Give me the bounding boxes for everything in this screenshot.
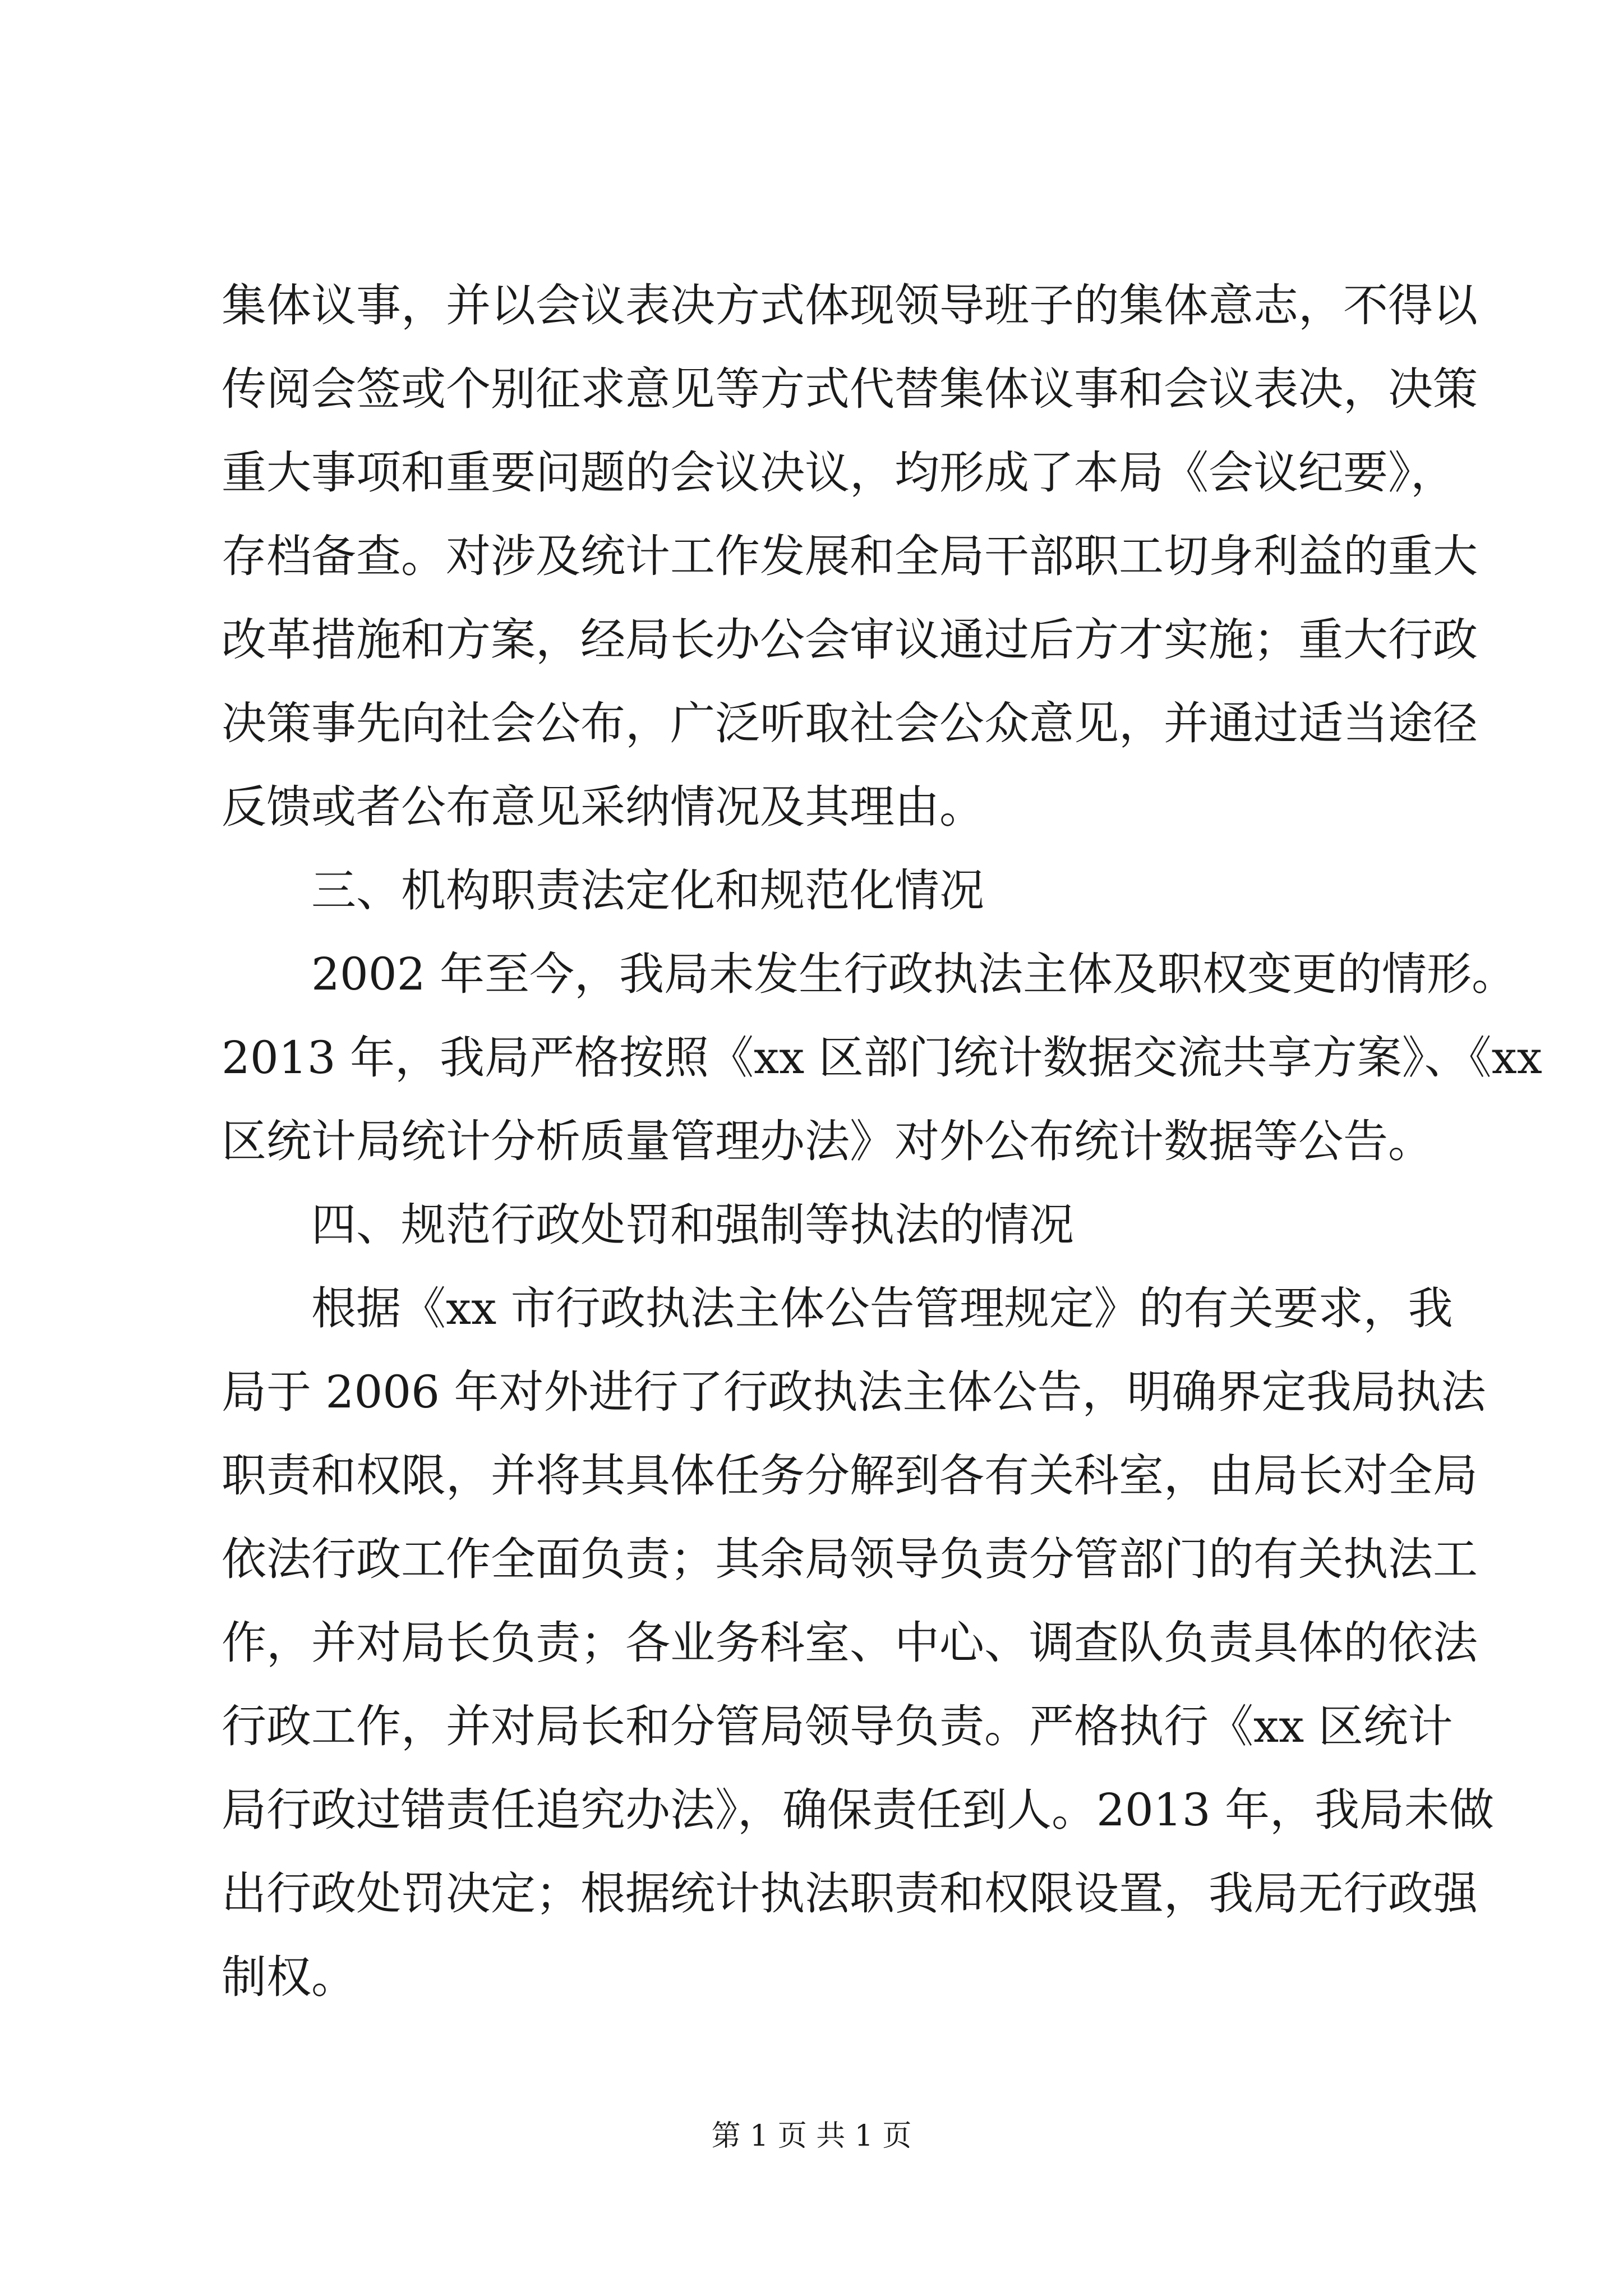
- text-line: 区统计局统计分析质量管理办法》对外公布统计数据等公告。: [222, 1115, 1433, 1167]
- text-line: 局行政过错责任追究办法》，确保责任到人。2013 年，我局未做: [222, 1784, 1495, 1836]
- text-line: 根据《xx 市行政执法主体公告管理规定》的有关要求，我: [311, 1282, 1453, 1335]
- text-line: 改革措施和方案，经局长办公会审议通过后方才实施；重大行政: [222, 614, 1478, 666]
- text-line: 2013 年，我局严格按照《xx 区部门统计数据交流共享方案》、《xx: [222, 1032, 1542, 1084]
- text-line: 局于 2006 年对外进行了行政执法主体公告，明确界定我局执法: [222, 1366, 1486, 1418]
- text-line: 集体议事，并以会议表决方式体现领导班子的集体意志，不得以: [222, 279, 1478, 332]
- page-footer: 第 1 页 共 1 页: [711, 2119, 912, 2153]
- section-heading: 四、规范行政处罚和强制等执法的情况: [311, 1199, 1074, 1251]
- text-line: 存档备查。对涉及统计工作发展和全局干部职工切身利益的重大: [222, 530, 1478, 582]
- text-line: 依法行政工作全面负责；其余局领导负责分管部门的有关执法工: [222, 1533, 1478, 1585]
- text-line: 职责和权限，并将其具体任务分解到各有关科室，由局长对全局: [222, 1450, 1478, 1502]
- body-text: [222, 264, 1542, 2019]
- section-heading: 三、机构职责法定化和规范化情况: [311, 864, 984, 917]
- text-line: 反馈或者公布意见采纳情况及其理由。: [222, 781, 984, 833]
- text-line: 重大事项和重要问题的会议决议，均形成了本局《会议纪要》，: [222, 447, 1455, 499]
- text-line: 制权。: [222, 1951, 356, 2003]
- text-line: 行政工作，并对局长和分管局领导负责。严格执行《xx 区统计: [222, 1700, 1453, 1752]
- text-line: 决策事先向社会公布，广泛听取社会公众意见，并通过适当途径: [222, 697, 1478, 749]
- text-line: 传阅会签或个别征求意见等方式代替集体议事和会议表决，决策: [222, 363, 1478, 415]
- text-line: 2002 年至今，我局未发生行政执法主体及职权变更的情形。: [311, 948, 1517, 1000]
- text-line: 出行政处罚决定；根据统计执法职责和权限设置，我局无行政强: [222, 1867, 1478, 1920]
- text-line: 作，并对局长负责；各业务科室、中心、调查队负责具体的依法: [222, 1617, 1478, 1669]
